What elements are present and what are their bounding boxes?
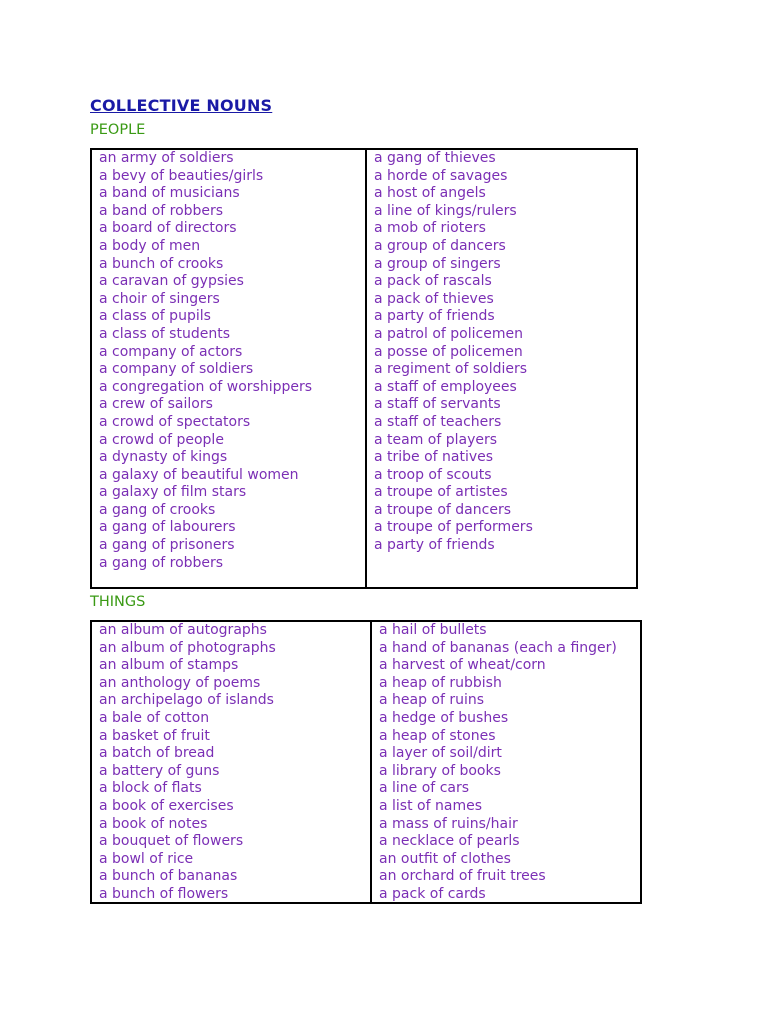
- list-item: a library of books: [379, 762, 501, 779]
- list-item: a bunch of crooks: [99, 255, 224, 272]
- list-item: a galaxy of film stars: [99, 484, 247, 501]
- list-item: a staff of employees: [374, 378, 517, 395]
- list-item: a hail of bullets: [379, 622, 487, 638]
- list-item: an anthology of poems: [99, 674, 261, 691]
- list-item: a staff of servants: [374, 396, 501, 413]
- list-item: a necklace of pearls: [379, 833, 520, 850]
- list-item: a caravan of gypsies: [99, 273, 244, 290]
- people-right-column: [367, 150, 636, 587]
- list-item: a book of notes: [99, 815, 208, 832]
- list-item: a company of actors: [99, 343, 243, 360]
- list-item: a battery of guns: [99, 762, 220, 779]
- list-item: a choir of singers: [99, 290, 220, 307]
- list-item: a bale of cotton: [99, 709, 210, 726]
- list-item: a crowd of spectators: [99, 413, 251, 430]
- list-item: a basket of fruit: [99, 727, 210, 744]
- things-heading: THINGS: [90, 594, 146, 610]
- people-heading: PEOPLE: [90, 122, 146, 138]
- list-item: a class of pupils: [99, 308, 211, 325]
- list-item: a mass of ruins/hair: [379, 815, 518, 832]
- list-item: an album of photographs: [99, 639, 276, 656]
- list-item: an album of autographs: [99, 622, 267, 638]
- list-item: a tribe of natives: [374, 449, 494, 466]
- list-item: a patrol of policemen: [374, 325, 523, 342]
- list-item: a heap of ruins: [379, 692, 485, 709]
- list-item: a crew of sailors: [99, 396, 213, 413]
- list-item: a bunch of flowers: [99, 885, 229, 902]
- list-item: a staff of teachers: [374, 413, 502, 430]
- list-item: a hedge of bushes: [379, 709, 509, 726]
- list-item: a batch of bread: [99, 745, 215, 762]
- things-table: [90, 620, 642, 904]
- list-item: an album of stamps: [99, 657, 239, 674]
- list-item: a group of singers: [374, 255, 501, 272]
- list-item: a mob of rioters: [374, 220, 486, 237]
- people-table: [90, 148, 638, 589]
- people-left-column: [92, 150, 367, 587]
- list-item: a hand of bananas (each a finger): [379, 639, 617, 656]
- list-item: a board of directors: [99, 220, 237, 237]
- list-item: a layer of soil/dirt: [379, 745, 502, 762]
- list-item: a troop of scouts: [374, 466, 492, 483]
- list-item: a gang of robbers: [99, 554, 224, 571]
- list-item: a galaxy of beautiful women: [99, 466, 299, 483]
- list-item: a horde of savages: [374, 167, 508, 184]
- list-item: a host of angels: [374, 185, 486, 202]
- list-item: a bevy of beauties/girls: [99, 167, 264, 184]
- list-item: a heap of stones: [379, 727, 496, 744]
- list-item: an outfit of clothes: [379, 850, 511, 867]
- list-item: a party of friends: [374, 537, 495, 554]
- list-item: a class of students: [99, 325, 230, 342]
- list-item: a gang of crooks: [99, 501, 216, 518]
- list-item: a gang of thieves: [374, 150, 496, 166]
- list-item: a regiment of soldiers: [374, 361, 528, 378]
- list-item: an army of soldiers: [99, 150, 234, 166]
- list-item: a pack of thieves: [374, 290, 494, 307]
- list-item: a troupe of performers: [374, 519, 533, 536]
- things-right-column: [372, 622, 640, 902]
- list-item: an archipelago of islands: [99, 692, 274, 709]
- list-item: a pack of rascals: [374, 273, 492, 290]
- list-item: a group of dancers: [374, 237, 506, 254]
- list-item: a block of flats: [99, 780, 202, 797]
- list-item: a bouquet of flowers: [99, 833, 244, 850]
- list-item: a troupe of artistes: [374, 484, 508, 501]
- list-item: a troupe of dancers: [374, 501, 511, 518]
- list-item: a book of exercises: [99, 797, 234, 814]
- list-item: a line of cars: [379, 780, 470, 797]
- list-item: a line of kings/rulers: [374, 202, 517, 219]
- list-item: a gang of prisoners: [99, 537, 235, 554]
- list-item: a pack of cards: [379, 885, 486, 902]
- list-item: a band of musicians: [99, 185, 240, 202]
- list-item: a band of robbers: [99, 202, 224, 219]
- list-item: a crowd of people: [99, 431, 224, 448]
- list-item: a posse of policemen: [374, 343, 523, 360]
- list-item: a heap of rubbish: [379, 674, 502, 691]
- list-item: a bunch of bananas: [99, 868, 238, 885]
- page-title: COLLECTIVE NOUNS: [90, 96, 273, 115]
- list-item: a congregation of worshippers: [99, 378, 313, 395]
- list-item: an orchard of fruit trees: [379, 868, 546, 885]
- list-item: a company of soldiers: [99, 361, 254, 378]
- list-item: a dynasty of kings: [99, 449, 228, 466]
- list-item: a team of players: [374, 431, 498, 448]
- list-item: a list of names: [379, 797, 482, 814]
- list-item: a bowl of rice: [99, 850, 194, 867]
- list-item: a body of men: [99, 237, 201, 254]
- list-item: a harvest of wheat/corn: [379, 657, 546, 674]
- list-item: a gang of labourers: [99, 519, 236, 536]
- things-left-column: [92, 622, 372, 902]
- list-item: a party of friends: [374, 308, 495, 325]
